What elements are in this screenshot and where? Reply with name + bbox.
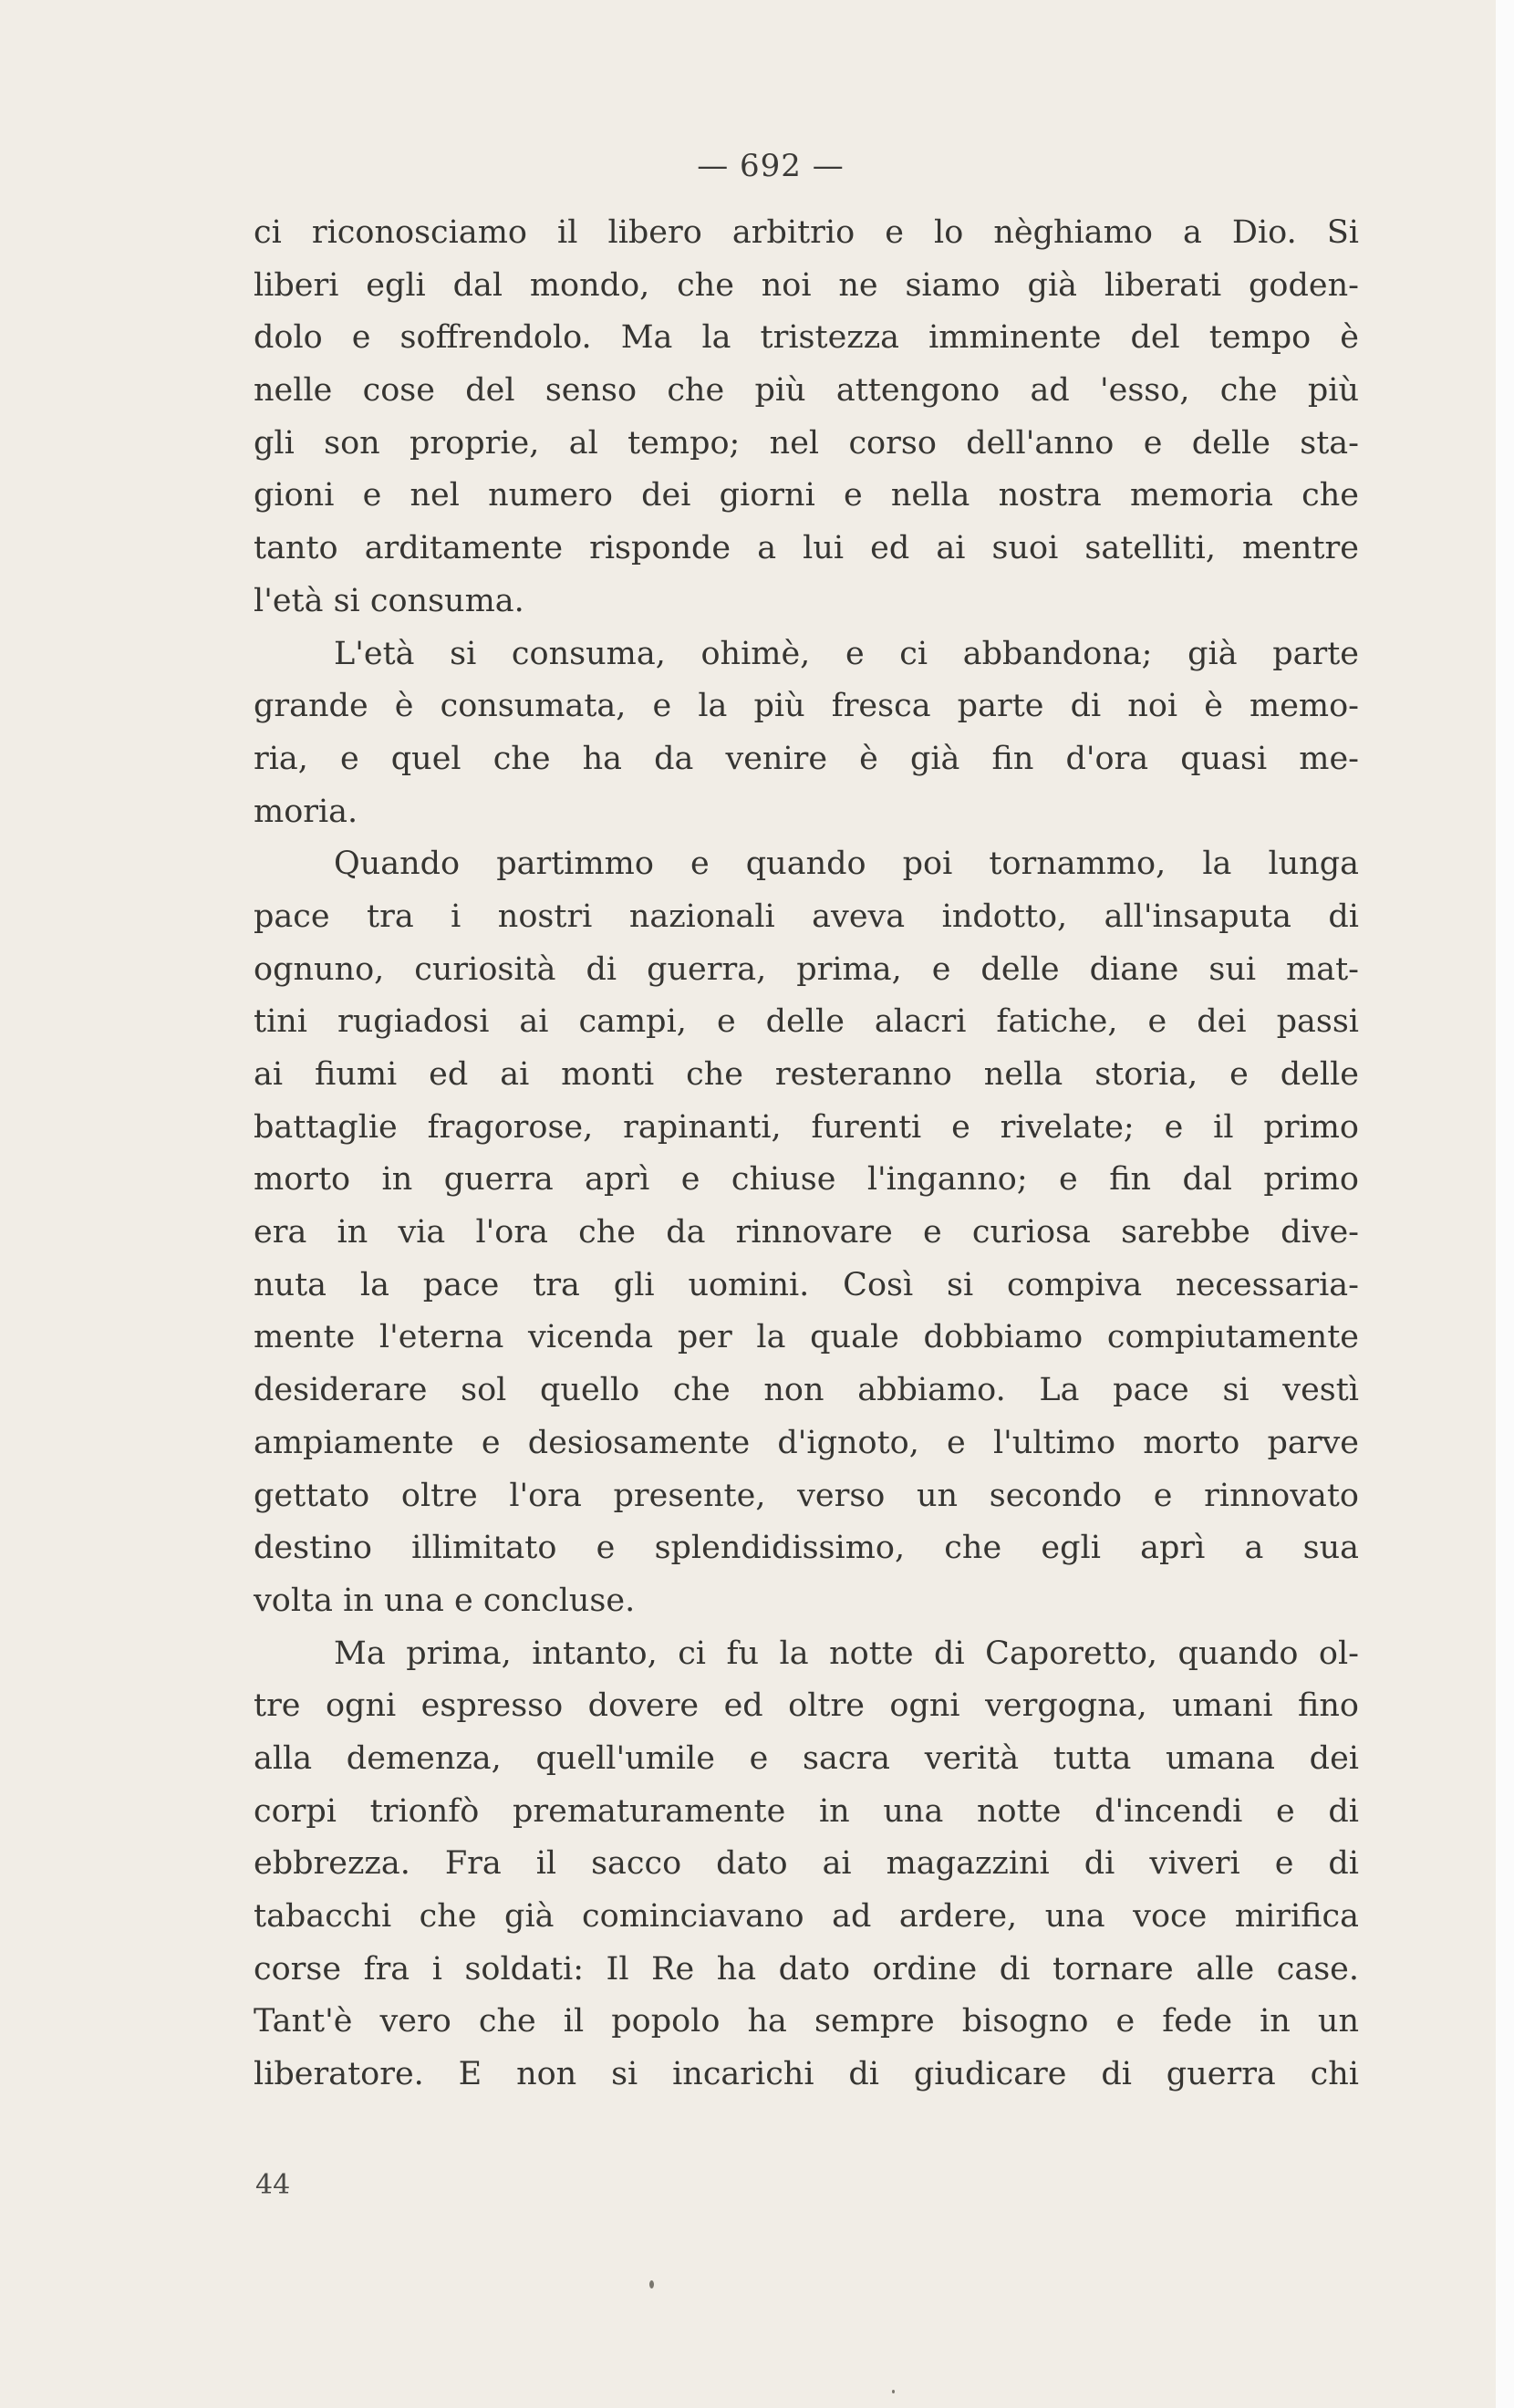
text-line: tini rugiadosi ai campi, e delle alacri fatiche, e dei passi [254, 1003, 1359, 1041]
scan-margin [1496, 0, 1514, 2408]
text-line: liberatore. E non si incarichi di giudicare di guerra chi [254, 2056, 1359, 2093]
text-line: tanto arditamente risponde a lui ed ai suoi satelliti, mentre [254, 530, 1359, 567]
text-line: destino illimitato e splendidissimo, che egli aprì a sua [254, 1530, 1359, 1567]
text-line: volta in una e concluse. [254, 1582, 636, 1619]
text-line: tre ogni espresso dovere ed oltre ogni vergogna, umani fino [254, 1687, 1359, 1725]
text-line: gioni e nel numero dei giorni e nella nostra memoria che [254, 477, 1359, 514]
ink-speck [649, 2280, 654, 2289]
text-line: corpi trionfò prematuramente in una notte d'incendi e di [254, 1792, 1359, 1830]
text-line: dolo e soffrendolo. Ma la tristezza imminente del tempo è [254, 319, 1359, 357]
text-line: ai fiumi ed ai monti che resteranno nella storia, e delle [254, 1056, 1359, 1093]
text-line: corse fra i soldati: Il Re ha dato ordine di tornare alle case. [254, 1950, 1359, 1988]
text-line: grande è consumata, e la più fresca parte di noi è memo- [254, 688, 1359, 725]
text-line: Tant'è vero che il popolo ha sempre bisogno e fede in un [254, 2003, 1359, 2040]
text-line: Ma prima, intanto, ci fu la notte di Caporetto, quando ol- [334, 1635, 1359, 1672]
text-line: pace tra i nostri nazionali aveva indotto, all'insaputa di [254, 898, 1359, 935]
text-line: morto in guerra aprì e chiuse l'inganno; e fin dal primo [254, 1161, 1359, 1199]
text-line: moria. [254, 793, 358, 830]
text-line: battaglie fragorose, rapinanti, furenti e rivelate; e il primo [254, 1108, 1359, 1146]
text-line: liberi egli dal mondo, che noi ne siamo già liberati goden- [254, 266, 1359, 304]
text-line: ampiamente e desiosamente d'ignoto, e l'ultimo morto parve [254, 1424, 1359, 1461]
text-line: mente l'eterna vicenda per la quale dobbiamo compiutamente [254, 1319, 1359, 1356]
signature-mark: 44 [255, 2169, 291, 2201]
text-line: ria, e quel che ha da venire è già fin d'ora quasi me- [254, 740, 1359, 777]
text-line: L'età si consuma, ohimè, e ci abbandona; già parte [334, 635, 1359, 672]
text-line: nuta la pace tra gli uomini. Così si compiva necessaria- [254, 1266, 1359, 1303]
text-line: nelle cose del senso che più attengono ad 'esso, che più [254, 372, 1359, 410]
text-line: l'età si consuma. [254, 582, 524, 619]
text-line: ognuno, curiosità di guerra, prima, e delle diane sui mat- [254, 950, 1359, 988]
text-line: ci riconosciamo il libero arbitrio e lo nèghiamo a Dio. Si [254, 214, 1359, 251]
text-line: era in via l'ora che da rinnovare e curiosa sarebbe dive- [254, 1214, 1359, 1251]
text-line: gli son proprie, al tempo; nel corso dell'anno e delle sta- [254, 424, 1359, 462]
text-line: alla demenza, quell'umile e sacra verità tutta umana dei [254, 1739, 1359, 1777]
ink-speck [892, 2390, 895, 2393]
text-line: ebbrezza. Fra il sacco dato ai magazzini di viveri e di [254, 1845, 1359, 1883]
text-line: Quando partimmo e quando poi tornammo, la lunga [334, 846, 1359, 883]
text-line: gettato oltre l'ora presente, verso un secondo e rinnovato [254, 1477, 1359, 1514]
text-line: tabacchi che già cominciavano ad ardere, una voce mirifica [254, 1898, 1359, 1935]
body-text [254, 207, 1359, 2102]
text-line: desiderare sol quello che non abbiamo. La pace si vestì [254, 1372, 1359, 1409]
page-number: — 692 — [697, 148, 845, 184]
